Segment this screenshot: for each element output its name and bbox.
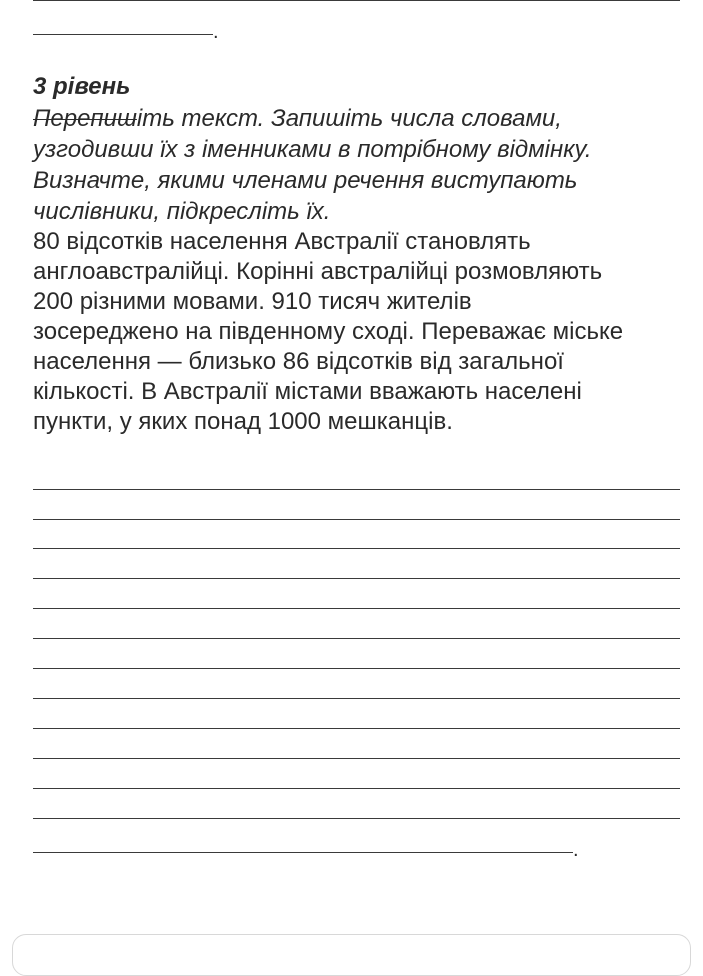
text-line: 200 різними мовами. 910 тисяч жителів	[33, 288, 472, 315]
answer-line	[33, 668, 680, 669]
text-line: пункти, у яких понад 1000 мешканців.	[33, 408, 453, 435]
answer-line-top	[33, 0, 680, 1]
answer-line	[33, 638, 680, 639]
text-line: населення — близько 86 відсотків від загальної	[33, 348, 564, 375]
answer-line	[33, 788, 680, 789]
answer-line-top-short	[33, 34, 213, 35]
task-line-1-rest: іть текст. Запишіть числа словами,	[136, 105, 562, 132]
bottom-card-edge	[12, 934, 691, 976]
answer-line	[33, 548, 680, 549]
answer-line	[33, 758, 680, 759]
task-instructions	[33, 103, 683, 227]
answer-line	[33, 578, 680, 579]
answer-line	[33, 608, 680, 609]
task-line-1	[33, 103, 683, 134]
answer-line	[33, 519, 680, 520]
exercise-text	[33, 227, 693, 437]
answer-line-last	[33, 852, 573, 853]
text-line: англоавстралійці. Корінні австралійці розмовляють	[33, 258, 603, 285]
text-line: зосереджено на південному сході. Переважає міське	[33, 318, 624, 345]
end-dot-top: .	[213, 21, 219, 43]
answer-line	[33, 728, 680, 729]
answer-line	[33, 489, 680, 490]
text-line: кількості. В Австралії містами вважають населені	[33, 378, 582, 405]
struck-word: Перепиш	[33, 105, 137, 132]
text-line: 80 відсотків населення Австралії становлять	[33, 228, 531, 255]
end-dot: .	[573, 839, 579, 861]
task-line-4: числівники, підкресліть їх.	[33, 198, 331, 225]
task-line-3: Визначте, якими членами речення виступають	[33, 167, 578, 194]
answer-line	[33, 818, 680, 819]
task-line-2: узгодивши їх з іменниками в потрібному відмінку.	[33, 136, 592, 163]
level-heading: 3 рівень	[33, 73, 131, 100]
answer-line	[33, 698, 680, 699]
